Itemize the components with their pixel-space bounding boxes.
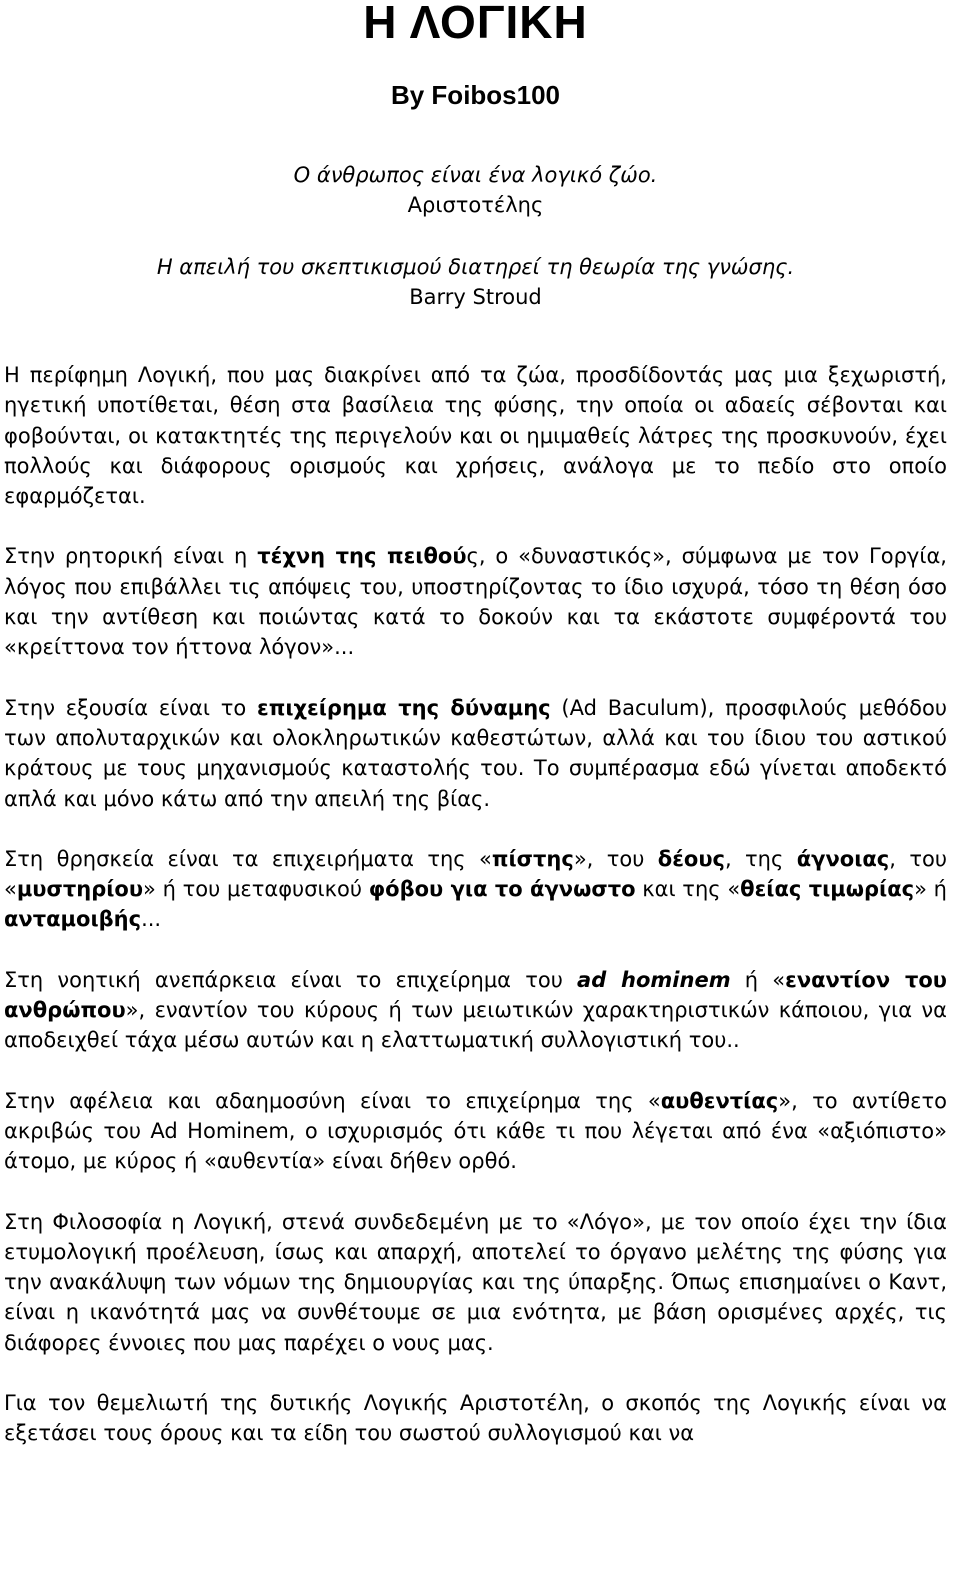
author-line: By Foibos100 [390,80,561,110]
paragraph-text: Στη νοητική ανεπάρκεια είναι το επιχείρημα του [4,967,578,992]
emphasis-text: ανταμοιβής [4,907,142,932]
paragraph [4,844,947,935]
paragraph-text: , του « [4,846,947,902]
document-title: Η ΛΟΓΙΚΗ [363,0,588,48]
quote-text: Ο άνθρωπος είναι ένα λογικό ζώο. [293,163,658,187]
quote-text: Η απειλή του σκεπτικισμού διατηρεί τη θεωρία της γνώσης. [156,255,795,279]
emphasis-text: θείας τιμωρίας [740,877,915,902]
emphasis-text: επιχείρημα της δύναμης [257,695,551,720]
paragraph-text: Στην ρητορική είναι η [4,544,258,569]
paragraph-text: », εναντίον του κύρους ή των μειωτικών χαρακτηριστικών κάποιου, για να αποδειχθεί τάχα μέσω αυτών και η ελαττωματική συλλογιστική του.. [4,998,947,1053]
paragraph-text: Στη Φιλοσοφία η Λογική, στενά συνδεδεμένη με το «Λόγο», με τον οποίο έχει την ίδια ετυμολογική προέλευση, ίσως και απαρχή, αποτελεί το όργανο μελέτης της φύσης για την ανακάλυψη των νόμων της δημιουργίας και της ύπαρξης. Όπως επισημαίνει ο Καντ, είναι η ικανότητά μας να συνθέτουμε σε μια ενότητα, με βάση ορισμένες αρχές, τις διάφορες έννοιες που μας παρέχει ο νους μας. [4,1209,947,1355]
paragraph-text: ς, ο «δυναστικός», σύμφωνα με τον Γοργία, λόγος που επιβάλλει τις απόψεις του, υποστηρίζοντας το ίδιο ισχυρά, τόσο τη θέση όσο και την αντίθεση και ποιώντας κατά το δοκούν και τα εκάστοτε συμφέροντά του «κρείττονα τον ήττονα λόγον»... [4,544,947,660]
paragraph-text: , της [724,846,797,871]
paragraph-text: Στη θρησκεία είναι τα επιχειρήματα της « [4,846,492,871]
paragraph-text: », το αντίθετο ακριβώς του Ad Hominem, ο ισχυρισμός ότι κάθε τι που λέγεται από ένα «αξιόπιστο» άτομο, με κύρος ή «αυθεντία» είναι δήθεν ορθό. [4,1088,947,1174]
body-text [4,360,947,1449]
epigraph-quote [4,252,947,312]
paragraph-text: Για τον θεμελιωτή της δυτικής Λογικής Αριστοτέλη, ο σκοπός της Λογικής είναι να εξετάσει τους όρους και τα είδη του σωστού συλλογισμού και να [4,1391,947,1446]
paragraph [4,1086,947,1177]
paragraph-text: (Ad Baculum), προσφιλούς μεθόδου των απολυταρχικών και ολοκληρωτικών καθεστώτων, αλλά και του ίδιου του αστικού κράτους με τους μηχανισμούς καταστολής του. Το συμπέρασμα εδώ γίνεται αποδεκτό απλά και μόνο κάτω από την απειλή της βίας. [4,695,947,811]
emphasis-text: πίστης [491,846,574,871]
quote-attribution: Αριστοτέλης [407,193,544,217]
paragraph-text: Στην αφέλεια και αδαημοσύνη είναι το επιχείρημα της « [4,1088,661,1113]
paragraph-text: » ή του μεταφυσικού [143,877,369,902]
epigraph-quote [4,160,947,220]
paragraph-text: και της « [635,877,741,902]
paragraph [4,1207,947,1358]
emphasis-text: άγνοιας [796,846,890,871]
emphasis-text: φόβου για το άγνωστο [368,877,636,902]
quote-attribution: Barry Stroud [409,285,542,309]
emphasis-text: ad hominem [577,967,731,992]
paragraph-text: Η περίφημη Λογική, που μας διακρίνει από τα ζώα, προσδίδοντάς μας μια ξεχωριστή, ηγετική υποτίθεται, θέση στα βασίλεια της φύσης, την οποία οι αδαείς σέβονται και φοβούνται, οι κατακτητές της περιγελούν και οι ημιμαθείς λάτρες της προσκυνούν, έχει πολλούς και διάφορους ορισμούς και χρήσεις, ανάλογα με το πεδίο στο οποίο εφαρμόζεται. [4,363,947,509]
paragraph [4,541,947,662]
paragraph [4,965,947,1056]
paragraph-text: », του [573,846,658,871]
emphasis-text: δέους [657,846,725,871]
document-page [4,0,947,1449]
emphasis-text: μυστηρίου [16,877,144,902]
paragraph-text: ... [141,907,162,932]
paragraph-text: ή « [730,967,786,992]
paragraph [4,693,947,814]
emphasis-text: τέχνη της πειθού [257,544,467,569]
paragraph [4,1388,947,1449]
emphasis-text: αυθεντίας [660,1088,779,1113]
paragraph [4,360,947,511]
paragraph-text: Στην εξουσία είναι το [4,695,258,720]
paragraph-text: » ή [914,877,947,902]
emphasis-text: εναντίον του ανθρώπου [4,967,947,1023]
